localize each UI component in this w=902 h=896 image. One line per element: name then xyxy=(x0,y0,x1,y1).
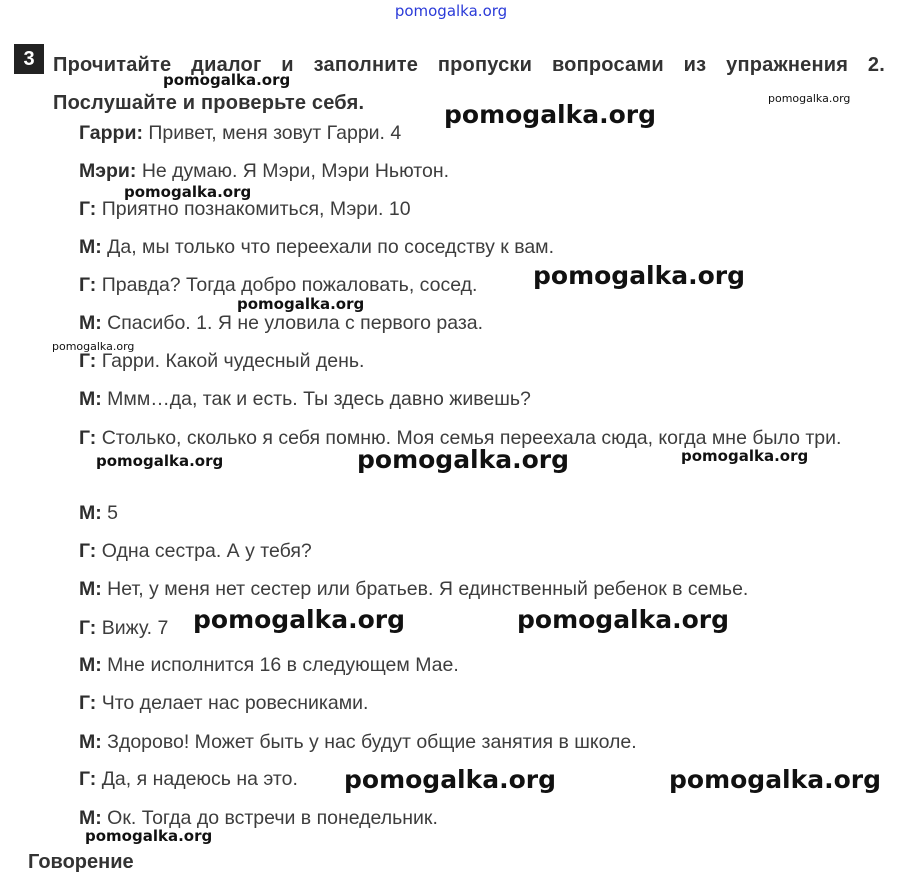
line-text: Да, я надеюсь на это. xyxy=(96,768,298,790)
watermark: pomogalka.org xyxy=(193,605,406,634)
dialogue-line xyxy=(79,350,364,373)
dialogue-line xyxy=(79,540,312,563)
line-text: Правда? Тогда добро пожаловать, сосед. xyxy=(96,274,478,296)
speaker: М: xyxy=(79,388,102,410)
dialogue-line xyxy=(79,236,554,259)
dialogue-line xyxy=(79,654,459,677)
line-text: Столько, сколько я себя помню. Моя семья переехала сюда, когда мне было три. xyxy=(96,427,842,449)
dialogue-line xyxy=(79,502,118,525)
dialogue-line xyxy=(79,122,401,145)
exercise-number-badge: 3 xyxy=(14,44,44,74)
watermark: pomogalka.org xyxy=(681,447,809,465)
line-text: Привет, меня зовут Гарри. 4 xyxy=(142,122,402,144)
speaker: Гарри: xyxy=(79,122,143,144)
speaker: Г: xyxy=(79,540,97,562)
watermark: pomogalka.org xyxy=(237,295,365,313)
speaker: Г: xyxy=(79,350,97,372)
watermark: pomogalka.org xyxy=(52,340,135,353)
line-text: Здорово! Может быть у нас будут общие занятия в школе. xyxy=(101,731,637,753)
watermark: pomogalka.org xyxy=(768,92,851,105)
line-text: Приятно познакомиться, Мэри. 10 xyxy=(96,198,411,220)
watermark: pomogalka.org xyxy=(669,765,882,794)
speaker: Г: xyxy=(79,427,97,449)
line-text: Ммм…да, так и есть. Ты здесь давно живешь? xyxy=(101,388,531,410)
line-text: Вижу. 7 xyxy=(96,617,169,639)
watermark: pomogalka.org xyxy=(517,605,730,634)
line-text: Гарри. Какой чудесный день. xyxy=(96,350,365,372)
watermark: pomogalka.org xyxy=(96,452,224,470)
dialogue-line xyxy=(79,198,411,221)
speaker: Мэри: xyxy=(79,160,137,182)
dialogue-line xyxy=(79,692,368,715)
watermark: pomogalka.org xyxy=(344,765,557,794)
top-watermark: pomogalka.org xyxy=(394,2,508,20)
section-title: Говорение xyxy=(28,851,134,873)
watermark: pomogalka.org xyxy=(163,71,291,89)
dialogue-line xyxy=(79,731,637,754)
watermark: pomogalka.org xyxy=(533,261,746,290)
dialogue-line xyxy=(79,274,477,297)
line-text: 5 xyxy=(101,502,119,524)
watermark: pomogalka.org xyxy=(357,445,570,474)
dialogue-line xyxy=(79,388,531,411)
speaker: Г: xyxy=(79,617,97,639)
speaker: Г: xyxy=(79,198,97,220)
exercise-instruction: Прочитайте диалог и заполните пропуски вопросами из упражнения 2. Послушайте и проверьте себя. xyxy=(53,54,885,114)
line-text: Ок. Тогда до встречи в понедельник. xyxy=(101,807,438,829)
speaker: М: xyxy=(79,236,102,258)
speaker: М: xyxy=(79,578,102,600)
dialogue-line xyxy=(79,312,483,335)
dialogue-line xyxy=(79,768,298,791)
speaker: Г: xyxy=(79,274,97,296)
line-text: Нет, у меня нет сестер или братьев. Я единственный ребенок в семье. xyxy=(101,578,749,600)
watermark: pomogalka.org xyxy=(444,100,657,129)
line-text: Спасибо. 1. Я не уловила с первого раза. xyxy=(101,312,484,334)
line-text: Что делает нас ровесниками. xyxy=(96,692,369,714)
speaker: М: xyxy=(79,654,102,676)
speaker: М: xyxy=(79,731,102,753)
line-text: Не думаю. Я Мэри, Мэри Ньютон. xyxy=(136,160,450,182)
speaker: М: xyxy=(79,807,102,829)
watermark: pomogalka.org xyxy=(124,183,252,201)
speaker: Г: xyxy=(79,692,97,714)
line-text: Одна сестра. А у тебя? xyxy=(96,540,312,562)
speaker: М: xyxy=(79,312,102,334)
dialogue-line xyxy=(79,160,449,183)
watermark: pomogalka.org xyxy=(85,827,213,845)
dialogue-line xyxy=(79,578,748,601)
line-text: Мне исполнится 16 в следующем Мае. xyxy=(101,654,459,676)
dialogue-line xyxy=(79,617,168,640)
speaker: Г: xyxy=(79,768,97,790)
line-text: Да, мы только что переехали по соседству к вам. xyxy=(101,236,555,258)
speaker: М: xyxy=(79,502,102,524)
